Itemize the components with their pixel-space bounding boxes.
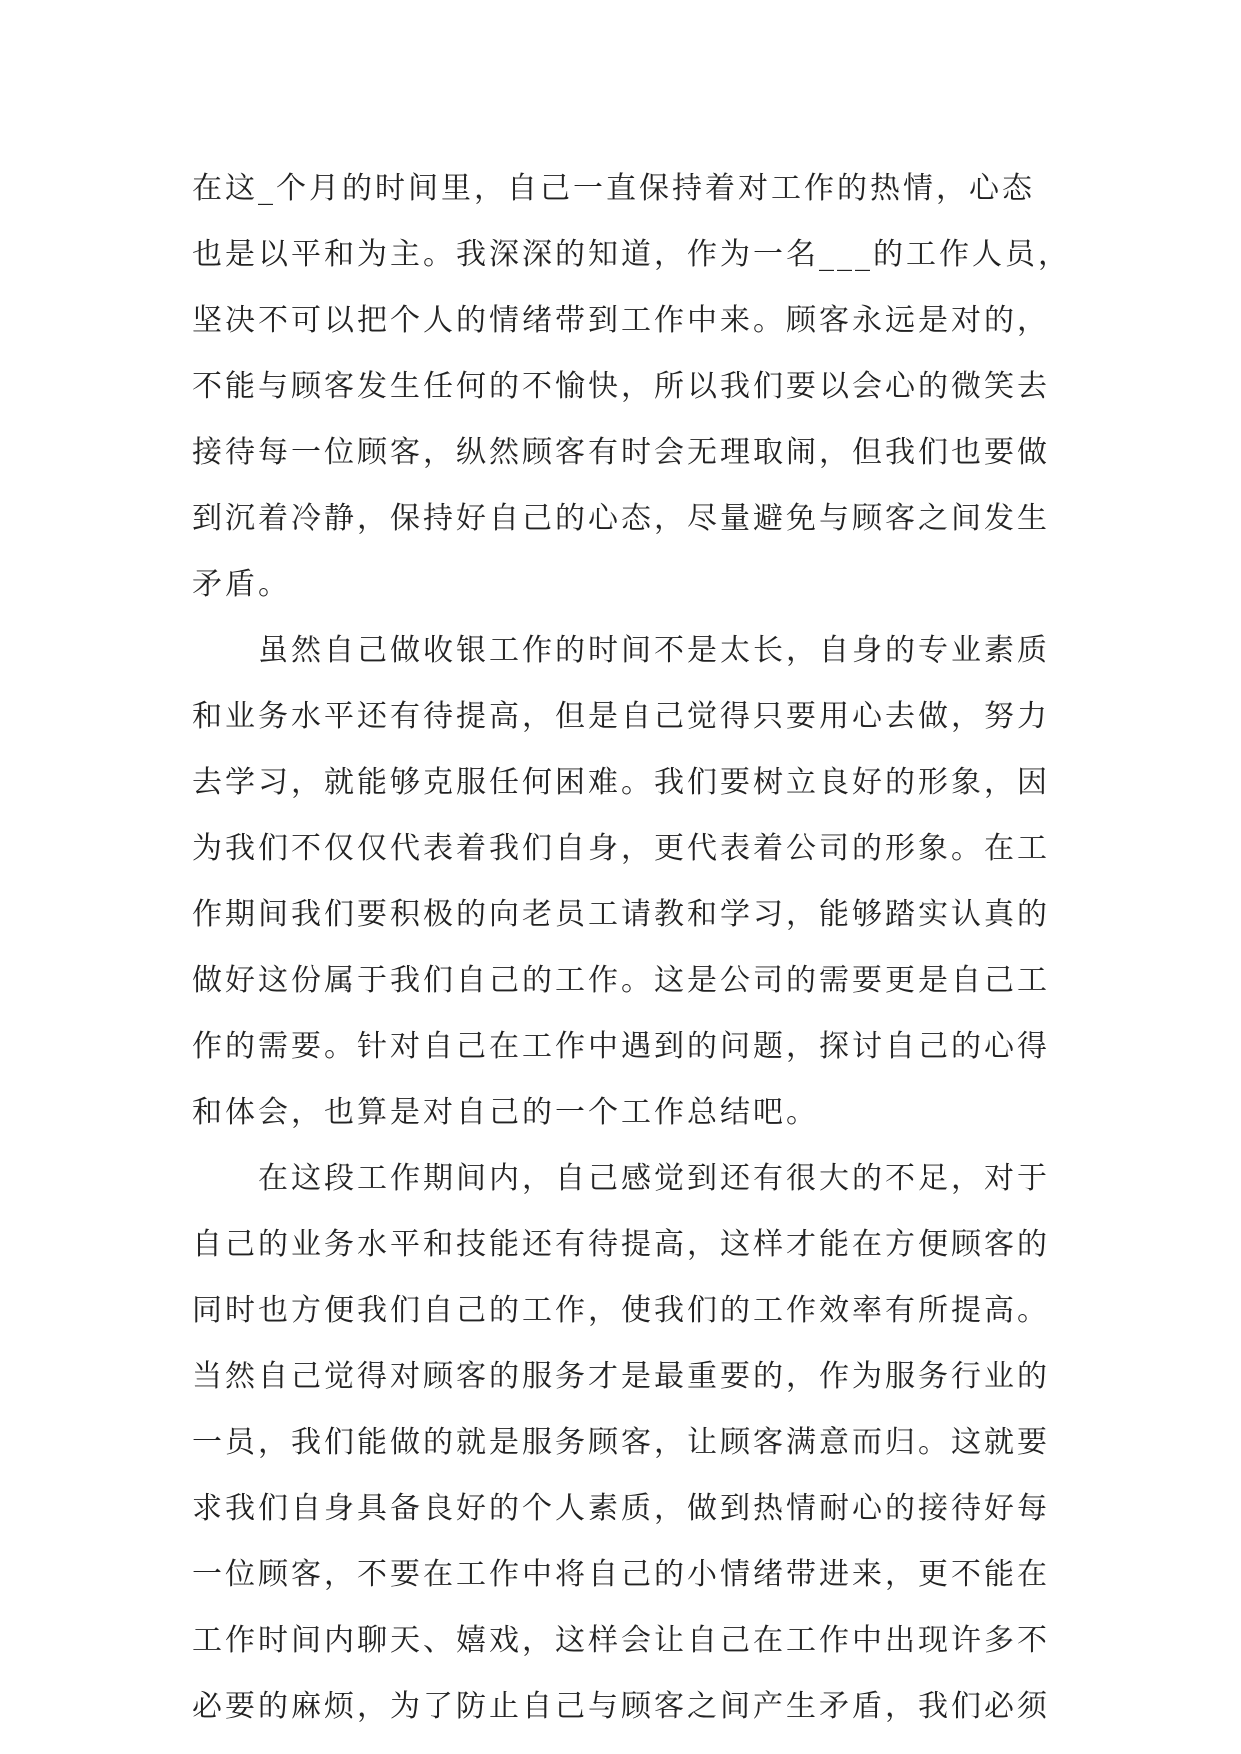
paragraph-2-line: 作的需要。针对自己在工作中遇到的问题，探讨自己的心得 [192, 1029, 1050, 1064]
paragraph-1-line: 矛盾。 [192, 567, 291, 602]
paragraph-3-line: 当然自己觉得对顾客的服务才是最重要的，作为服务行业的 [192, 1359, 1050, 1394]
paragraph-3-line: 求我们自身具备良好的个人素质，做到热情耐心的接待好每 [192, 1491, 1050, 1526]
paragraph-3-line: 必要的麻烦，为了防止自己与顾客之间产生矛盾，我们必须 [192, 1689, 1050, 1724]
paragraph-1-line: 到沉着冷静，保持好自己的心态，尽量避免与顾客之间发生 [192, 501, 1050, 536]
paragraph-2-line: 和体会，也算是对自己的一个工作总结吧。 [192, 1095, 819, 1130]
paragraph-1-line: 在这_个月的时间里，自己一直保持着对工作的热情，心态 [192, 171, 1035, 206]
paragraph-3-line: 在这段工作期间内，自己感觉到还有很大的不足，对于 [192, 1161, 1050, 1196]
paragraph-1-line: 坚决不可以把个人的情绪带到工作中来。顾客永远是对的， [192, 303, 1050, 338]
body-text [192, 156, 1072, 1740]
paragraph-1-line: 接待每一位顾客，纵然顾客有时会无理取闹，但我们也要做 [192, 435, 1050, 470]
paragraph-2-line: 和业务水平还有待提高，但是自己觉得只要用心去做，努力 [192, 699, 1050, 734]
paragraph-2-line: 作期间我们要积极的向老员工请教和学习，能够踏实认真的 [192, 897, 1050, 932]
paragraph-1-line: 也是以平和为主。我深深的知道，作为一名___的工作人员， [192, 237, 1071, 272]
paragraph-3-line: 同时也方便我们自己的工作，使我们的工作效率有所提高。 [192, 1293, 1050, 1328]
paragraph-3-line: 一员，我们能做的就是服务顾客，让顾客满意而归。这就要 [192, 1425, 1050, 1460]
paragraph-3-line: 一位顾客，不要在工作中将自己的小情绪带进来，更不能在 [192, 1557, 1050, 1592]
paragraph-3-line: 工作时间内聊天、嬉戏，这样会让自己在工作中出现许多不 [192, 1623, 1050, 1658]
paragraph-1-line: 不能与顾客发生任何的不愉快，所以我们要以会心的微笑去 [192, 369, 1050, 404]
paragraph-2-line: 做好这份属于我们自己的工作。这是公司的需要更是自己工 [192, 963, 1050, 998]
paragraph-2-line: 虽然自己做收银工作的时间不是太长，自身的专业素质 [192, 633, 1050, 668]
paragraph-2-line: 去学习，就能够克服任何困难。我们要树立良好的形象，因 [192, 765, 1050, 800]
paragraph-3-line: 自己的业务水平和技能还有待提高，这样才能在方便顾客的 [192, 1227, 1050, 1262]
paragraph-2-line: 为我们不仅仅代表着我们自身，更代表着公司的形象。在工 [192, 831, 1050, 866]
